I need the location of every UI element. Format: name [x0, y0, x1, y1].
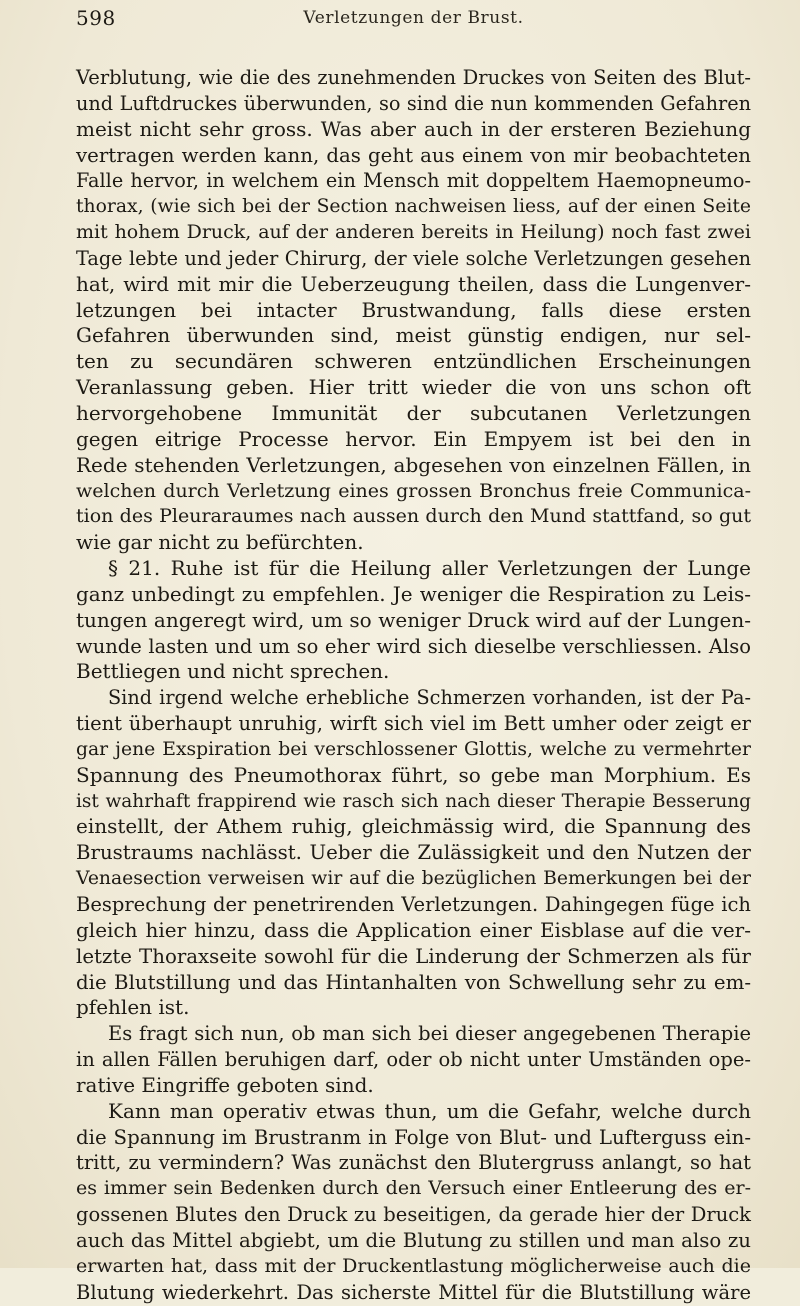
text-line: auch das Mittel abgiebt, um die Blutung zu stillen und man also zu: [76, 1228, 751, 1252]
text-line: ten zu secundären schweren entzündlichen Erscheinungen: [76, 349, 751, 374]
text-line: Gefahren überwunden sind, meist günstig endigen, nur sel-: [76, 323, 751, 348]
text-line: gossenen Blutes den Druck zu beseitigen, da gerade hier der Druck: [76, 1203, 751, 1227]
text-line: es immer sein Bedenken durch den Versuch einer Entleerung des er-: [76, 1177, 751, 1200]
text-line: rative Eingriffe geboten sind.: [76, 1072, 374, 1097]
text-line: Besprechung der penetrirenden Verletzungen. Dahingegen füge ich: [76, 893, 751, 916]
text-line: ist wahrhaft frappirend wie rasch sich nach dieser Therapie Besserung: [76, 790, 751, 812]
text-line: Bettliegen und nicht sprechen.: [76, 659, 390, 684]
text-line: Spannung des Pneumothorax führt, so gebe man Morphium. Es: [76, 762, 751, 787]
text-line: tritt, zu vermindern? Was zunächst den Blutergruss anlangt, so hat: [76, 1151, 751, 1175]
text-line: gleich hier hinzu, dass die Application einer Eisblase auf die ver-: [76, 917, 751, 942]
text-line: pfehlen ist.: [76, 995, 190, 1020]
text-line: vertragen werden kann, das geht aus einem von mir beobachteten: [76, 143, 751, 167]
text-line: Tage lebte und jeder Chirurg, der viele solche Verletzungen gesehen: [76, 246, 751, 270]
text-line: thorax, (wie sich bei der Section nachweisen liess, auf der einen Seite: [76, 196, 751, 218]
text-line: § 21. Ruhe ist für die Heilung aller Verletzungen der Lunge: [108, 556, 751, 581]
text-line: ganz unbedingt zu empfehlen. Je weniger die Respiration zu Leis-: [76, 581, 751, 606]
page-number: 598: [76, 6, 116, 30]
text-line: welchen durch Verletzung eines grossen Bronchus freie Communica-: [76, 479, 751, 502]
page-header: [76, 0, 751, 36]
text-line: gegen eitrige Processe hervor. Ein Empyem ist bei den in: [76, 426, 751, 451]
text-line: Sind irgend welche erhebliche Schmerzen vorhanden, ist der Pa-: [108, 686, 751, 710]
text-line: und Luftdruckes überwunden, so sind die nun kommenden Gefahren: [76, 91, 751, 115]
text-line: letzte Thoraxseite sowohl für die Linderung der Schmerzen als für: [76, 944, 751, 968]
text-line: Veranlassung geben. Hier tritt wieder die von uns schon oft: [76, 375, 751, 400]
text-line: einstellt, der Athem ruhig, gleichmässig wird, die Spannung des: [76, 814, 751, 839]
text-line: die Blutstillung und das Hintanhalten von Schwellung sehr zu em-: [76, 970, 751, 994]
text-line: in allen Fällen beruhigen darf, oder ob nicht unter Umständen ope-: [76, 1048, 751, 1072]
body-text: [76, 65, 751, 1306]
text-line: Es fragt sich nun, ob man sich bei dieser angegebenen Therapie: [108, 1022, 751, 1046]
text-line: hat, wird mit mir die Ueberzeugung theilen, dass die Lungenver-: [76, 271, 751, 296]
text-line: die Spannung im Brustranm in Folge von Blut- und Lufterguss ein-: [76, 1125, 751, 1149]
text-line: tion des Pleuraraumes nach aussen durch den Mund stattfand, so gut: [76, 505, 751, 528]
text-line: Venaesection verweisen wir auf die bezüglichen Bemerkungen bei der: [76, 868, 751, 890]
text-line: tungen angeregt wird, um so weniger Druck wird auf der Lungen-: [76, 607, 751, 632]
text-line: gar jene Exspiration bei verschlossener Glottis, welche zu vermehrter: [76, 738, 751, 760]
text-line: Brustraums nachlässt. Ueber die Zulässigkeit und den Nutzen der: [76, 841, 751, 865]
text-line: erwarten hat, dass mit der Druckentlastung möglicherweise auch die: [76, 1254, 751, 1277]
text-line: Rede stehenden Verletzungen, abgesehen von einzelnen Fällen, in: [76, 452, 751, 477]
text-line: Kann man operativ etwas thun, um die Gefahr, welche durch: [108, 1098, 751, 1123]
text-line: tient überhaupt unruhig, wirft sich viel im Bett umher oder zeigt er: [76, 712, 751, 736]
text-line: hervorgehobene Immunität der subcutanen Verletzungen: [76, 400, 751, 425]
text-line: meist nicht sehr gross. Was aber auch in der ersteren Beziehung: [76, 116, 751, 141]
running-head: Verletzungen der Brust.: [303, 8, 524, 28]
text-line: mit hohem Druck, auf der anderen bereits in Heilung) noch fast zwei: [76, 221, 751, 244]
text-line: Falle hervor, in welchem ein Mensch mit doppeltem Haemopneumo-: [76, 169, 751, 193]
text-line: wunde lasten und um so eher wird sich dieselbe verschliessen. Also: [76, 634, 751, 658]
text-line: letzungen bei intacter Brustwandung, falls diese ersten: [76, 297, 751, 322]
text-line: wie gar nicht zu befürchten.: [76, 530, 364, 555]
text-line: Verblutung, wie die des zunehmenden Druckes von Seiten des Blut-: [76, 66, 751, 89]
text-line: Blutung wiederkehrt. Das sicherste Mittel für die Blutstillung wäre: [76, 1280, 751, 1304]
